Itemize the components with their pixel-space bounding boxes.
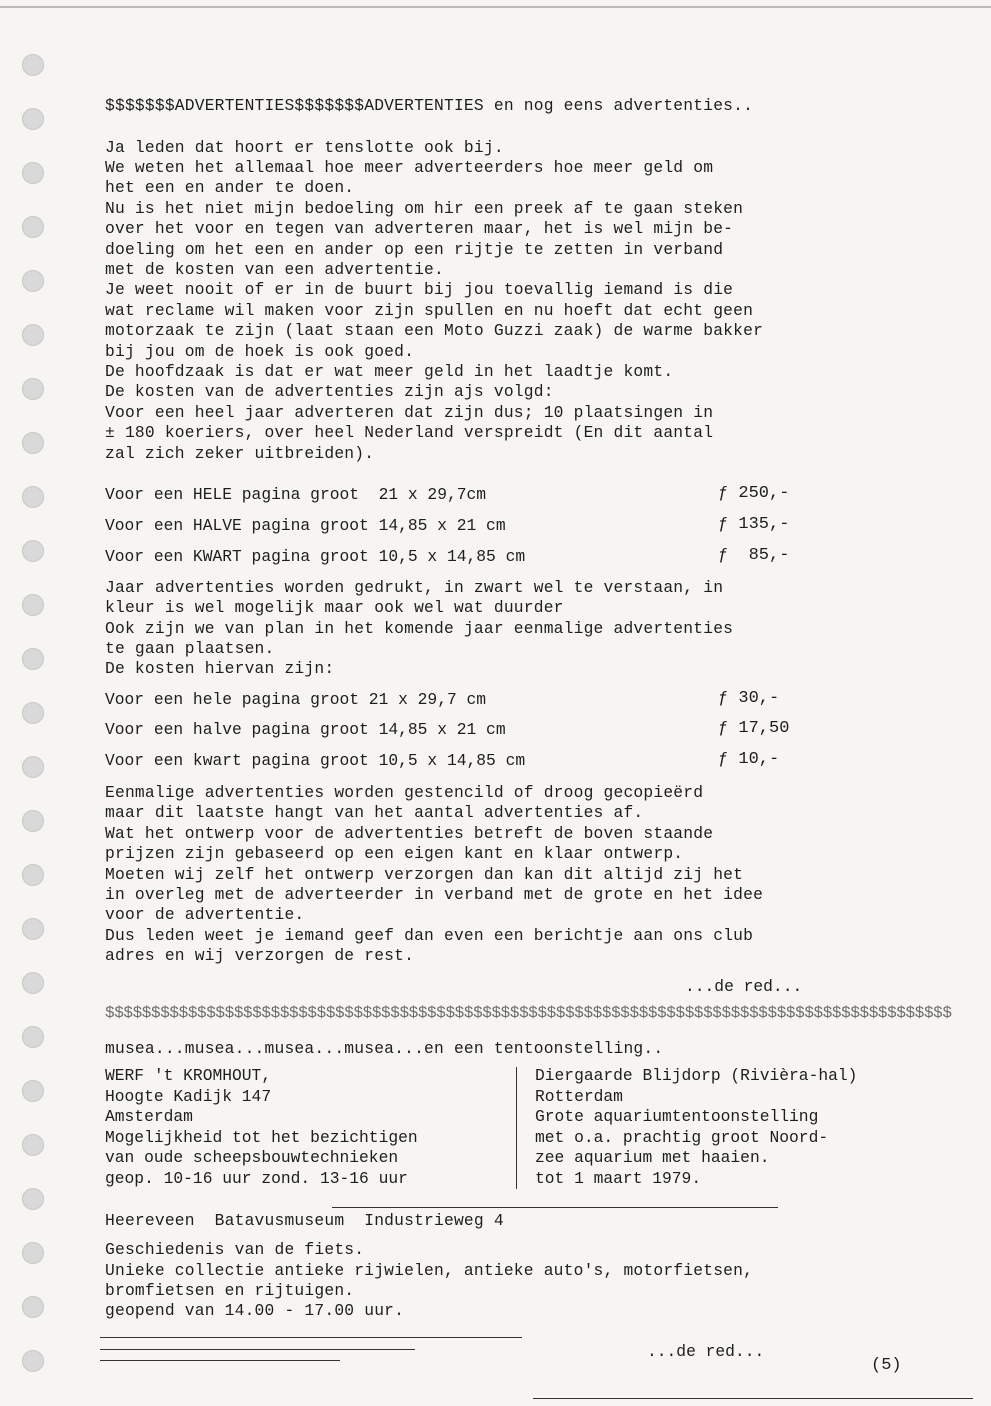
museum-left-line: WERF 't KROMHOUT, (105, 1066, 272, 1085)
yearly-price-value: ƒ 135,- (718, 515, 790, 534)
binder-hole (22, 162, 44, 184)
single-price-value: ƒ 30,- (718, 689, 780, 708)
body-line: Moeten wij zelf het ontwerp verzorgen dan kan dit altijd zij het (105, 865, 744, 884)
body-line: kleur is wel mogelijk maar ook wel wat duurder (105, 598, 564, 617)
body-line: te gaan plaatsen. (105, 639, 275, 658)
single-price-row: Voor een kwart pagina groot 10,5 x 14,85 cm (105, 751, 526, 770)
museum-right-line: met o.a. prachtig groot Noord- (535, 1127, 829, 1147)
binder-hole (22, 1350, 44, 1372)
body-line: Ook zijn we van plan in het komende jaar eenmalige advertenties (105, 619, 734, 638)
museum-right-line: Rotterdam (535, 1086, 623, 1106)
binder-hole (22, 1134, 44, 1156)
binder-hole (22, 486, 44, 508)
section-rule (533, 1398, 973, 1399)
museum-bottom-line: geopend van 14.00 - 17.00 uur. (105, 1301, 405, 1320)
binder-hole (22, 324, 44, 346)
top-edge-rule (0, 6, 991, 8)
museum-right-line: Grote aquariumtentoonstelling (535, 1107, 819, 1126)
body-line: Jaar advertenties worden gedrukt, in zwart wel te verstaan, in (105, 578, 724, 597)
museum-right-line: zee aquarium met haaien. (535, 1148, 770, 1167)
section-rule (100, 1349, 415, 1350)
museum-left-line: Mogelijkheid tot het bezichtigen (105, 1127, 418, 1147)
single-price-value: ƒ 10,- (718, 750, 780, 769)
body-line: in overleg met de adverteerder in verband met de grote en het idee (105, 885, 764, 904)
body-line: het een en ander te doen. (105, 178, 355, 197)
binder-hole (22, 918, 44, 940)
section-title: $$$$$$$ADVERTENTIES$$$$$$$ADVERTENTIES en nog eens advertenties.. (105, 96, 754, 115)
body-line: met de kosten van een advertentie. (105, 260, 444, 279)
body-line: over het voor en tegen van adverteren maar, het is wel mijn be- (105, 219, 734, 238)
binder-hole (22, 378, 44, 400)
museum-right-line: tot 1 maart 1979. (535, 1168, 702, 1188)
body-line: adres en wij verzorgen de rest. (105, 946, 415, 965)
section-rule (332, 1207, 778, 1208)
museum-bottom-line: Heereveen Batavusmuseum Industrieweg 4 (105, 1211, 504, 1230)
binder-hole (22, 864, 44, 886)
museum-left-line: Hoogte Kadijk 147 (105, 1086, 272, 1106)
body-line: Ja leden dat hoort er tenslotte ook bij. (105, 138, 504, 157)
binder-hole (22, 972, 44, 994)
page-number: (5) (871, 1356, 902, 1375)
editor-signature: ...de red... (647, 1342, 765, 1361)
single-price-row: Voor een hele pagina groot 21 x 29,7 cm (105, 690, 487, 709)
museum-bottom-line: Unieke collectie antieke rijwielen, antieke auto's, motorfietsen, (105, 1261, 754, 1280)
column-divider (516, 1067, 517, 1189)
body-line: De kosten hiervan zijn: (105, 659, 335, 678)
binder-hole (22, 270, 44, 292)
museum-left-line: geop. 10-16 uur zond. 13-16 uur (105, 1168, 408, 1188)
body-line: maar dit laatste hangt van het aantal advertenties af. (105, 803, 644, 822)
museum-left-column (105, 1066, 418, 1189)
body-line: ± 180 koeriers, over heel Nederland verspreidt (En dit aantal (105, 423, 714, 442)
body-line: zal zich zeker uitbreiden). (105, 444, 375, 463)
binder-hole (22, 540, 44, 562)
binder-hole (22, 432, 44, 454)
body-line: Eenmalige advertenties worden gestencild of droog gecopieërd (105, 783, 704, 802)
body-line: De kosten van de advertenties zijn ajs volgd: (105, 382, 554, 401)
yearly-price-row: Voor een HALVE pagina groot 14,85 x 21 cm (105, 516, 506, 535)
binder-hole (22, 1080, 44, 1102)
section-rule (100, 1337, 522, 1338)
single-price-value: ƒ 17,50 (718, 719, 790, 738)
binder-hole (22, 108, 44, 130)
body-line: Voor een heel jaar adverteren dat zijn dus; 10 plaatsingen in (105, 403, 714, 422)
body-line: We weten het allemaal hoe meer adverteerders hoe meer geld om (105, 158, 714, 177)
museum-bottom-line: bromfietsen en rijtuigen. (105, 1281, 355, 1300)
museum-right-line: Diergaarde Blijdorp (Rivièra-hal) (535, 1066, 858, 1085)
body-line: Wat het ontwerp voor de advertenties betreft de boven staande (105, 824, 714, 843)
musea-heading: musea...musea...musea...musea...en een tentoonstelling.. (105, 1039, 664, 1058)
body-line: Je weet nooit of er in de buurt bij jou toevallig iemand is die (105, 280, 734, 299)
yearly-price-value: ƒ 85,- (718, 546, 790, 565)
binder-hole (22, 216, 44, 238)
single-price-row: Voor een halve pagina groot 14,85 x 21 cm (105, 720, 506, 739)
binder-hole (22, 1296, 44, 1318)
museum-left-line: van oude scheepsbouwtechnieken (105, 1148, 399, 1167)
body-line: Dus leden weet je iemand geef dan even een berichtje aan ons club (105, 926, 754, 945)
body-line: De hoofdzaak is dat er wat meer geld in het laadtje komt. (105, 362, 674, 381)
body-line: motorzaak te zijn (laat staan een Moto Guzzi zaak) de warme bakker (105, 321, 764, 340)
body-line: doeling om het een en ander op een rijtje te zetten in verband (105, 240, 724, 259)
yearly-price-row: Voor een HELE pagina groot 21 x 29,7cm (105, 485, 487, 504)
museum-right-column (535, 1066, 857, 1189)
dollar-separator: $$$$$$$$$$$$$$$$$$$$$$$$$$$$$$$$$$$$$$$$$$$$$$$$$$$$$$$$$$$$$$$$$$$$$$$$$$$$$$$$$$$$$$$$$$$$ (105, 1004, 952, 1022)
body-line: bij jou om de hoek is ook goed. (105, 342, 415, 361)
body-line: voor de advertentie. (105, 905, 305, 924)
binder-hole (22, 1026, 44, 1048)
body-line: wat reclame wil maken voor zijn spullen en nu hoeft dat echt geen (105, 301, 754, 320)
editor-signature: ...de red... (685, 977, 803, 996)
binder-hole (22, 756, 44, 778)
museum-left-line: Amsterdam (105, 1107, 193, 1126)
body-line: prijzen zijn gebaseerd op een eigen kant en klaar ontwerp. (105, 844, 684, 863)
yearly-price-value: ƒ 250,- (718, 484, 790, 503)
body-line: Nu is het niet mijn bedoeling om hir een preek af te gaan steken (105, 199, 744, 218)
binder-hole (22, 702, 44, 724)
binder-hole (22, 810, 44, 832)
yearly-price-row: Voor een KWART pagina groot 10,5 x 14,85 cm (105, 547, 526, 566)
section-rule (100, 1360, 340, 1361)
museum-bottom-line: Geschiedenis van de fiets. (105, 1240, 365, 1259)
binder-hole (22, 648, 44, 670)
binder-hole (22, 54, 44, 76)
binder-hole (22, 1242, 44, 1264)
binder-hole (22, 594, 44, 616)
binder-hole (22, 1188, 44, 1210)
